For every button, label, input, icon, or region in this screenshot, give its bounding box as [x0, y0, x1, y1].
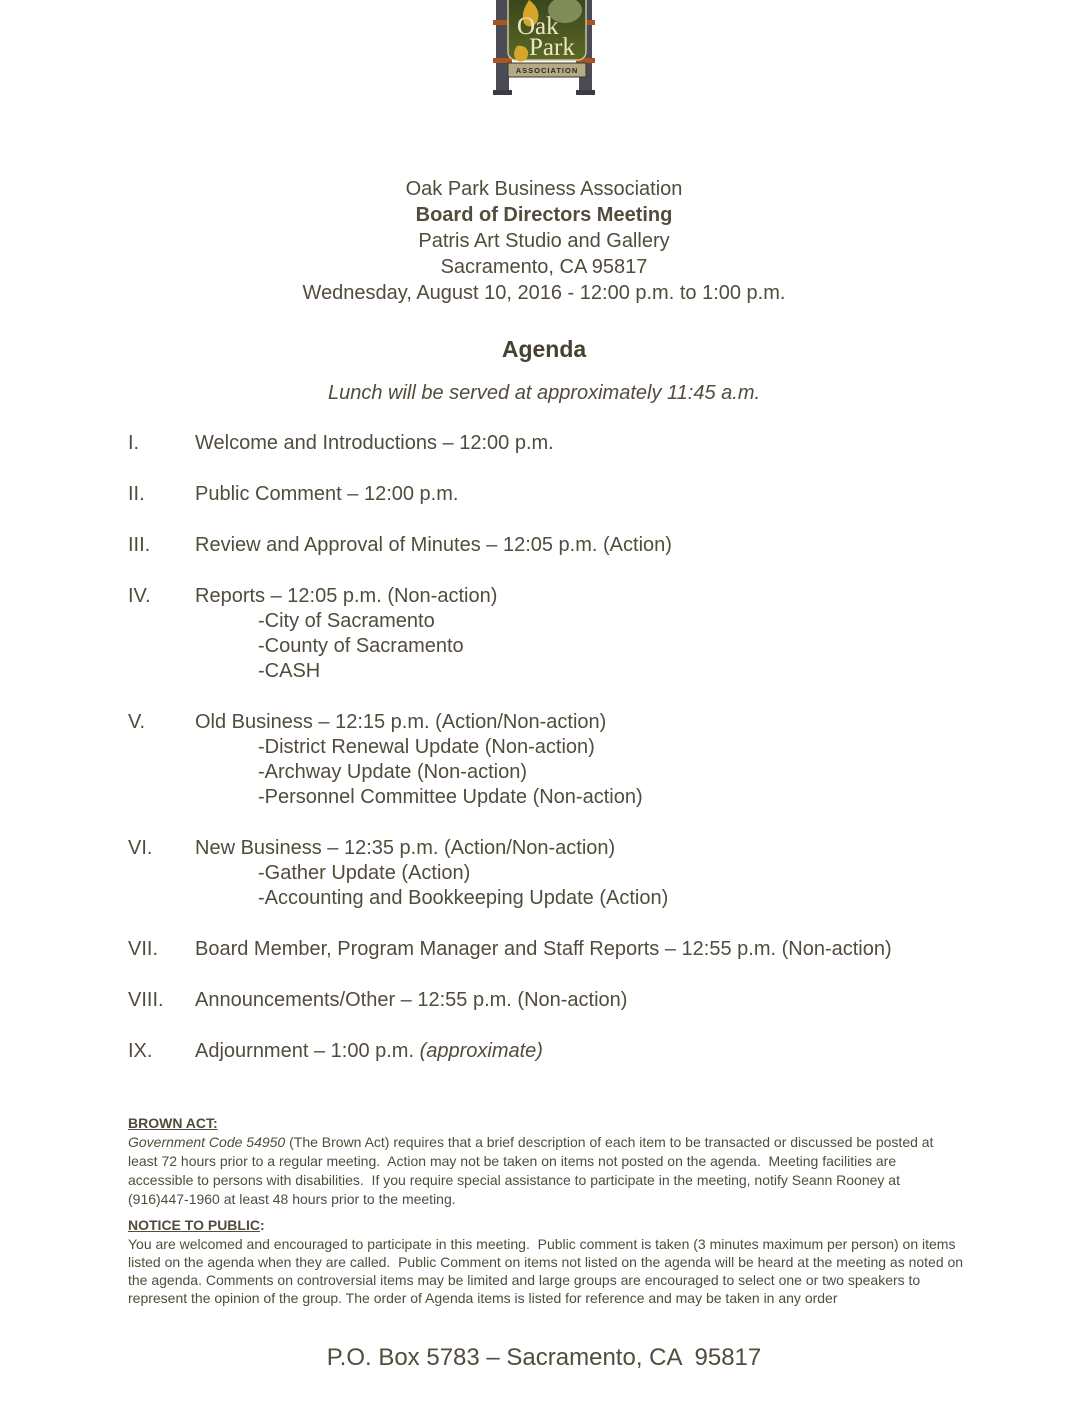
item-numeral: VIII.: [128, 989, 164, 1011]
agenda-item-2: [128, 482, 1008, 507]
meeting-datetime: Wednesday, August 10, 2016 - 12:00 p.m. to 1:00 p.m.: [302, 282, 786, 304]
oak-park-sign-icon: [477, 0, 611, 100]
agenda-item-6: [128, 836, 1008, 911]
item-text: Public Comment – 12:00 p.m.: [195, 483, 459, 505]
agenda-item-4: [128, 584, 1008, 684]
brown-act-heading-text: BROWN ACT:: [128, 1115, 218, 1131]
agenda-item-8: [128, 988, 1008, 1013]
item-text-italic: (approximate): [419, 1040, 543, 1062]
item-numeral: III.: [128, 534, 151, 556]
lunch-note: Lunch will be served at approximately 11:45 a.m.: [327, 382, 761, 404]
venue: Patris Art Studio and Gallery: [418, 230, 670, 252]
item-numeral: IX.: [128, 1040, 153, 1062]
brown-act-code-reference: Government Code 54950: [128, 1134, 286, 1150]
agenda-list: [128, 431, 1008, 1090]
agenda-item-5: [128, 710, 1008, 810]
item-text: Adjournment – 1:00 p.m.: [195, 1040, 420, 1062]
item-numeral: II.: [128, 483, 145, 505]
brown-act-section: [128, 1114, 964, 1209]
brown-act-body-text: (The Brown Act) requires that a brief description of each item to be transacted or discussed be posted at least 72 hours prior to a regular meeting. Action may not be taken on items not posted on the agenda. Meeting facilities are accessible to persons with disabilities. If you require special assistance to participate in the meeting, notify Seann Rooney at (916)447-1960 at least 48 hours prior to the meeting.: [128, 1134, 938, 1207]
item-text: Welcome and Introductions – 12:00 p.m.: [195, 432, 554, 454]
meeting-title: Board of Directors Meeting: [415, 204, 673, 226]
agenda-subitem: -Gather Update (Action): [258, 862, 471, 884]
agenda-item-9: [128, 1039, 1008, 1064]
right-post-base: [576, 90, 595, 95]
item-text: New Business – 12:35 p.m. (Action/Non-action): [195, 837, 616, 859]
agenda-subitem: -Archway Update (Non-action): [258, 761, 527, 783]
agenda-item-1: [128, 431, 1008, 456]
agenda-subitem: -Accounting and Bookkeeping Update (Action): [258, 887, 669, 909]
left-post-base: [493, 90, 512, 95]
city: Sacramento, CA 95817: [440, 256, 648, 278]
notice-heading: [128, 1216, 964, 1235]
item-numeral: VII.: [128, 938, 159, 960]
agenda-title: Agenda: [501, 336, 587, 362]
footer-address: P.O. Box 5783 – Sacramento, CA 95817: [326, 1344, 762, 1371]
item-numeral: VI.: [128, 837, 153, 859]
agenda-subitem: -CASH: [258, 660, 321, 682]
notice-heading-colon: :: [259, 1217, 265, 1233]
oak-park-logo: [477, 0, 611, 100]
org-name: Oak Park Business Association: [405, 178, 683, 200]
agenda-subitem: -Personnel Committee Update (Non-action): [258, 786, 643, 808]
agenda-subitem: -District Renewal Update (Non-action): [258, 736, 595, 758]
item-text: Announcements/Other – 12:55 p.m. (Non-action): [195, 989, 628, 1011]
agenda-item-3: [128, 533, 1008, 558]
left-bracket-bottom: [493, 58, 512, 63]
left-post: [496, 0, 509, 93]
agenda-item-7: [128, 937, 1008, 962]
item-numeral: IV.: [128, 585, 151, 607]
item-text: Review and Approval of Minutes – 12:05 p.m. (Action): [195, 534, 672, 556]
notice-to-public-section: [128, 1216, 967, 1307]
item-text: Old Business – 12:15 p.m. (Action/Non-action): [195, 711, 607, 733]
sign-banner-text: ASSOCIATION: [515, 66, 579, 75]
item-text: Board Member, Program Manager and Staff Reports – 12:55 p.m. (Non-action): [195, 938, 892, 960]
notice-body: You are welcomed and encouraged to participate in this meeting. Public comment is taken (3 minutes maximum per person) on items listed on the agenda when they are called. Public Comment on items not listed on the agenda will be heard at the meeting as noted on the agenda. Comments on controversial items may be limited and large groups are encouraged to select one or two speakers to represent the opinion of the group. The order of Agenda items is listed for reference and may be taken in any order: [128, 1236, 967, 1306]
sign-word-park: Park: [529, 34, 575, 61]
sign-word-oak: Oak: [517, 13, 559, 40]
brown-act-body: [128, 1133, 964, 1209]
item-text: Reports – 12:05 p.m. (Non-action): [195, 585, 498, 607]
notice-heading-text: NOTICE TO PUBLIC: [128, 1217, 260, 1233]
item-numeral: V.: [128, 711, 146, 733]
brown-act-heading: [128, 1114, 964, 1133]
item-numeral: I.: [128, 432, 140, 454]
document-header: [0, 176, 1088, 306]
agenda-subitem: -City of Sacramento: [258, 610, 435, 632]
agenda-subitem: -County of Sacramento: [258, 635, 464, 657]
